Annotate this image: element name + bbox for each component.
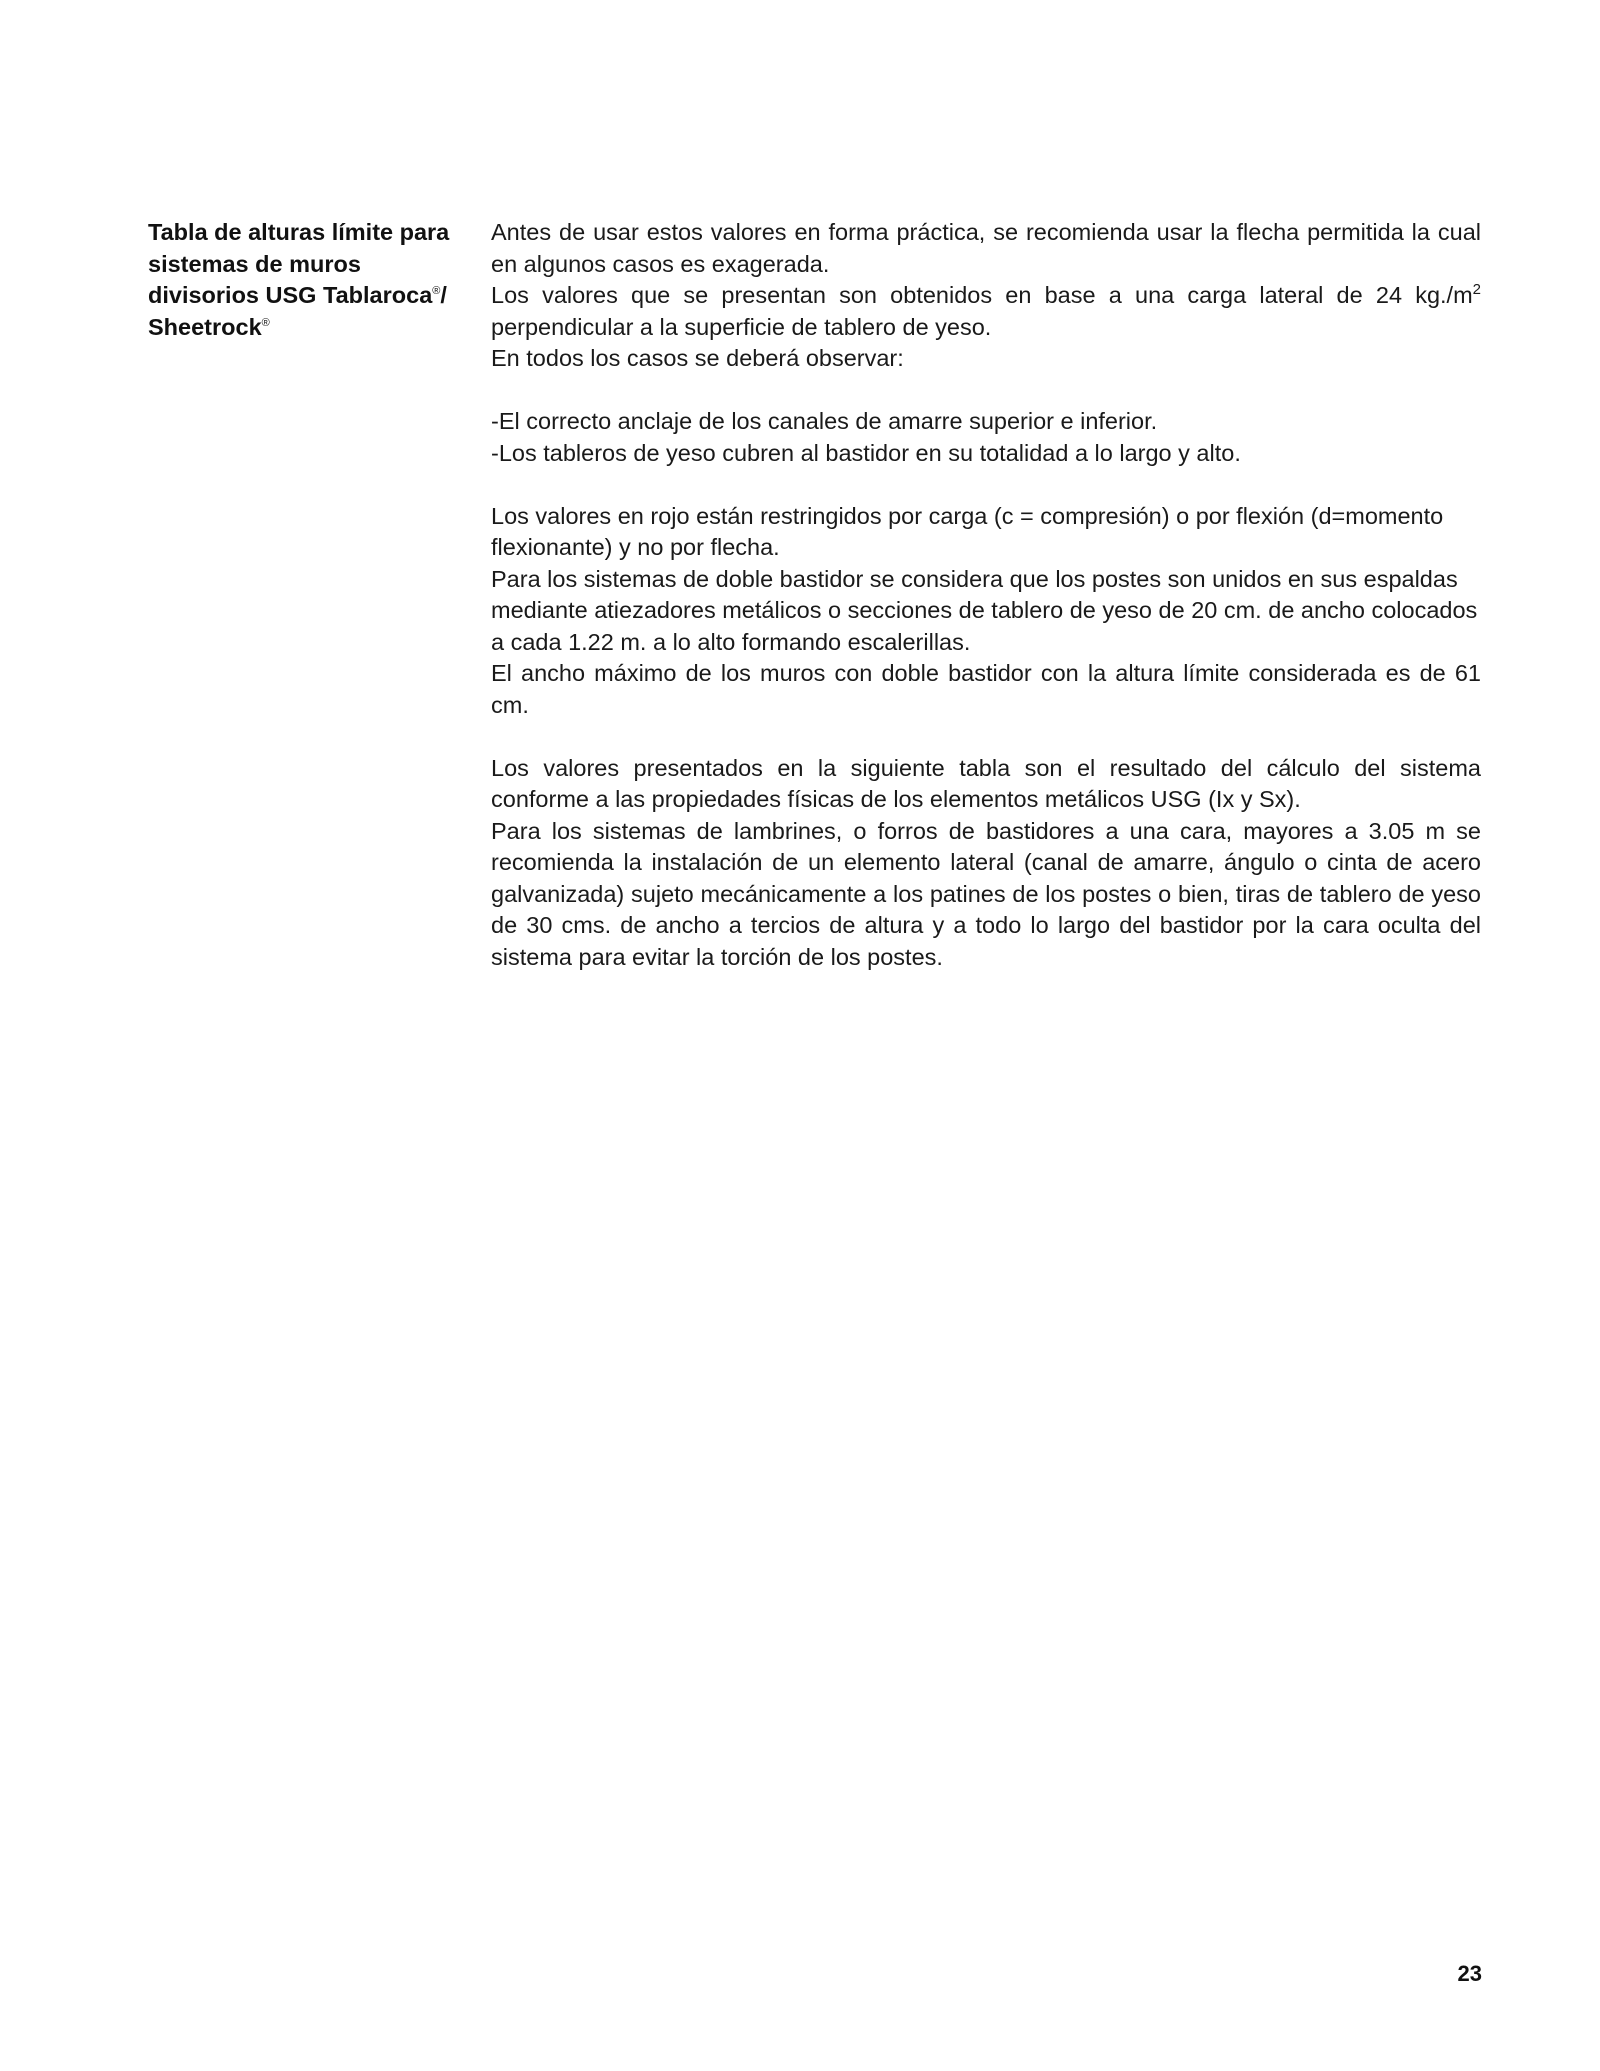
- spacer: [491, 375, 1481, 407]
- section-title-line-3: divisorios USG Tablaroca: [148, 282, 433, 308]
- section-title-line-1: Tabla de alturas límite para: [148, 219, 450, 245]
- spacer: [491, 721, 1481, 753]
- paragraph-double-frame: Para los sistemas de doble bastidor se considera que los postes son unidos en sus espaldas mediante atiezadores metálicos o secciones de tablero de yeso de 20 cm. de ancho colocados a cada 1.22 m. a lo alto formando escalerillas.: [491, 565, 1478, 655]
- bullet-anchoring: -El correcto anclaje de los canales de amarre superior e inferior.: [491, 408, 1158, 434]
- body-text: [491, 217, 1481, 973]
- registered-mark: ®: [432, 285, 441, 298]
- lateral-load-continuation: perpendicular a la superficie de tablero de yeso.: [491, 313, 992, 340]
- paragraph-lateral-load: [491, 280, 1481, 343]
- paragraph-lambrines: Para los sistemas de lambrines, o forros de bastidores a una cara, mayores a 3.05 m se recomienda la instalación de un elemento lateral (canal de amarre, ángulo o cinta de acero galvanizada) sujeto mecánicamente a los patines de los postes o bien, tiras de tablero de yeso de 30 cms. de ancho a tercios de altura y a todo lo largo del bastidor por la cara oculta del sistema para evitar la torción de los postes.: [491, 817, 1481, 970]
- bullet-coverage: -Los tableros de yeso cubren al bastidor en su totalidad a lo largo y alto.: [491, 439, 1241, 466]
- page-number: 23: [1457, 1961, 1482, 1986]
- paragraph-red-values: Los valores en rojo están restringidos por carga (c = compresión) o por flexión (d=momento flexionante) y no por flecha.: [491, 502, 1444, 560]
- paragraph-max-width: El ancho máximo de los muros con doble bastidor con la altura límite considerada es de 61 cm.: [491, 660, 1481, 718]
- registered-mark: ®: [261, 316, 270, 329]
- lateral-load-text: Los valores que se presentan son obtenidos en base a una carga lateral de 24 kg./m: [491, 282, 1473, 308]
- paragraph-observe: En todos los casos se deberá observar:: [491, 345, 904, 371]
- section-title-line-4: Sheetrock: [148, 313, 262, 340]
- title-slash: /: [440, 282, 447, 308]
- spacer: [491, 469, 1481, 501]
- superscript-2: 2: [1472, 281, 1481, 299]
- paragraph-calculation: Los valores presentados en la siguiente tabla son el resultado del cálculo del sistema conforme a las propiedades físicas de los elementos metálicos USG (Ix y Sx).: [491, 754, 1481, 812]
- paragraph-usage-note: Antes de usar estos valores en forma práctica, se recomienda usar la flecha permitida la cual en algunos casos es exagerada.: [491, 219, 1481, 277]
- section-title: [148, 217, 468, 343]
- section-title-line-2: sistemas de muros: [148, 250, 361, 277]
